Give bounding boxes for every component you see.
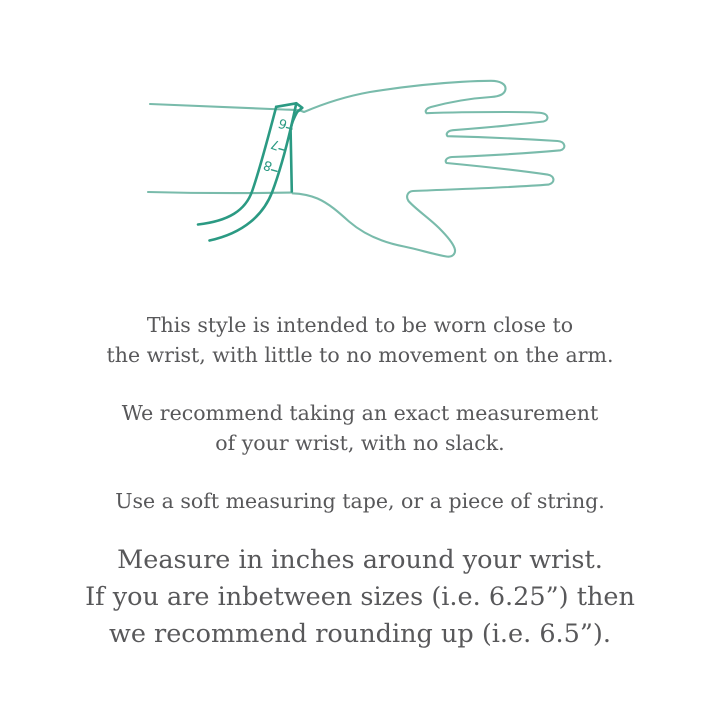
text-line: the wrist, with little to no movement on the arm.: [106, 343, 614, 367]
text-line: we recommend rounding up (i.e. 6.5”).: [109, 619, 611, 649]
fit-description-paragraph: [0, 310, 720, 370]
tape-number-8: 8: [261, 156, 275, 174]
text-line: of your wrist, with no slack.: [215, 431, 505, 455]
measuring-tool-paragraph: [0, 486, 720, 516]
tape-tick: [279, 149, 285, 151]
text-line: If you are inbetween sizes (i.e. 6.25”) then: [85, 582, 635, 612]
measurement-recommendation-paragraph: [0, 398, 720, 458]
hand-outline: [150, 81, 564, 257]
text-line: This style is intended to be worn close to: [146, 313, 574, 337]
text-line: We recommend taking an exact measurement: [121, 401, 599, 425]
wrist-measurement-illustration: [0, 0, 720, 300]
text-line: Measure in inches around your wrist.: [117, 545, 603, 575]
tape-number-7: 7: [269, 135, 282, 153]
arm-bottom-line: [148, 192, 291, 193]
tape-number-6: 6: [276, 114, 290, 132]
tape-tick: [272, 170, 278, 172]
text-line: Use a soft measuring tape, or a piece of string.: [115, 489, 605, 513]
measure-in-inches-paragraph: [0, 542, 720, 653]
tape-top-edge: [276, 103, 296, 107]
